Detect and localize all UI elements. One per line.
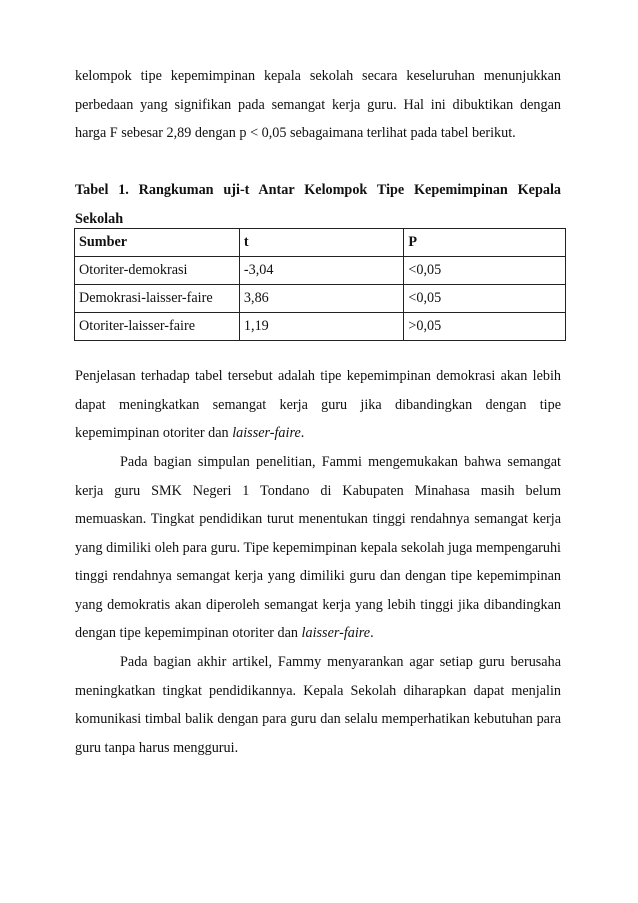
cell-t: 1,19 [239, 313, 403, 341]
paragraph-end: . [370, 625, 374, 641]
paragraph-conclusion [75, 448, 561, 648]
italic-term: laisser-faire [301, 625, 371, 641]
cell-p: <0,05 [404, 285, 566, 313]
results-table [74, 228, 566, 341]
cell-p: >0,05 [404, 313, 566, 341]
cell-sumber: Otoriter-laisser-faire [75, 313, 240, 341]
cell-t: 3,86 [239, 285, 403, 313]
header-sumber: Sumber [75, 229, 240, 257]
cell-sumber: Demokrasi-laisser-faire [75, 285, 240, 313]
cell-p: <0,05 [404, 257, 566, 285]
paragraph-conclusion-text: Pada bagian simpulan penelitian, Fammi mengemukakan bahwa semangat kerja guru SMK Negeri 1 Tondano di Kabupaten Minahasa masih belum memuaskan. Tingkat pendidikan turut menentukan tinggi rendahnya semangat kerja yang dimiliki oleh para guru. Tipe kepemimpinan kepala sekolah juga mempengaruhi tinggi rendahnya semangat kerja yang dimiliki guru dan dengan tipe kepemimpinan yang demokratis akan diperoleh semangat kerja yang lebih tinggi jika dibandingkan dengan tipe kepemimpinan otoriter dan [75, 454, 561, 641]
header-t: t [239, 229, 403, 257]
table-row [75, 313, 566, 341]
table-row [75, 257, 566, 285]
paragraph-end: . [300, 425, 305, 441]
header-p: P [404, 229, 566, 257]
cell-sumber: Otoriter-demokrasi [75, 257, 240, 285]
cell-t: -3,04 [239, 257, 403, 285]
paragraph-suggestion: Pada bagian akhir artikel, Fammy menyarankan agar setiap guru berusaha meningkatkan tingkat pendidikannya. Kepala Sekolah diharapkan dapat menjalin komunikasi timbal balik dengan para guru dan selalu memperhatikan kebutuhan para guru tanpa harus menggurui. [75, 654, 561, 756]
paragraph-explanation-text: Penjelasan terhadap tabel tersebut adalah tipe kepemimpinan demokrasi akan lebih dapat meningkatkan semangat kerja guru jika dibandingkan dengan tipe kepemimpinan otoriter dan [75, 368, 561, 441]
table-caption: Tabel 1. Rangkuman uji-t Antar Kelompok Tipe Kepemimpinan Kepala Sekolah [75, 182, 561, 227]
italic-term: laisser-faire [232, 425, 301, 441]
paragraph-explanation [75, 362, 561, 448]
table-row [75, 285, 566, 313]
paragraph-intro: kelompok tipe kepemimpinan kepala sekolah secara keseluruhan menunjukkan perbedaan yang signifikan pada semangat kerja guru. Hal ini dibuktikan dengan harga F sebesar 2,89 dengan p < 0,05 sebagaimana terlihat pada tabel berikut. [75, 68, 561, 141]
table-header-row [75, 229, 566, 257]
